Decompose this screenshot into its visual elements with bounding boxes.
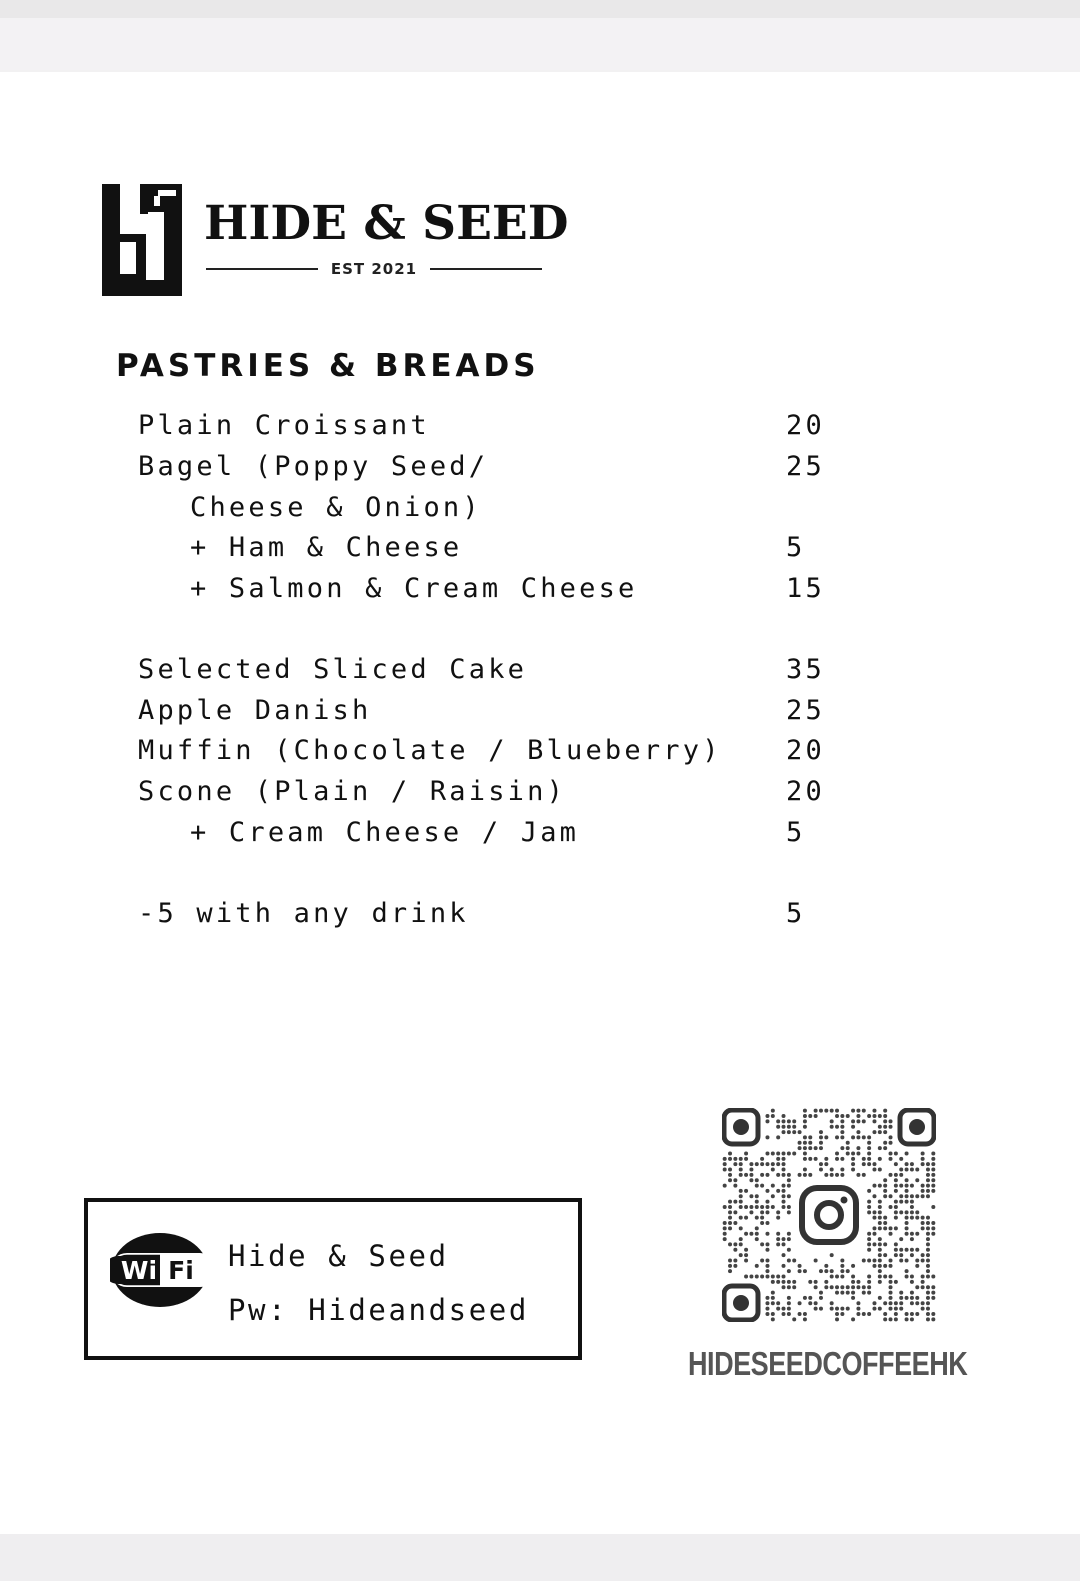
top-band (0, 18, 1080, 70)
brand-rule-left (206, 268, 318, 270)
menu-item-row (0, 731, 1080, 771)
menu-item-row (0, 406, 1080, 446)
instagram-handle[interactable]: HIDESEEDCOFFEEHK (688, 1345, 968, 1382)
menu-item-price: 20 (786, 410, 825, 441)
menu-item-price: 15 (786, 573, 825, 604)
brand-name: HIDE & SEED (204, 196, 569, 251)
menu-item-name: -5 with any drink (138, 898, 469, 929)
menu-item-name: Bagel (Poppy Seed/ (138, 451, 489, 482)
menu-item-row (0, 691, 1080, 731)
top-strip (0, 0, 1080, 18)
brand-logo-icon (102, 184, 182, 296)
menu-item-name: Cheese & Onion) (190, 492, 482, 523)
wifi-password: Pw: Hideandseed (228, 1293, 529, 1327)
menu-item-price: 5 (786, 817, 806, 848)
menu-item-row (0, 813, 1080, 853)
menu-item-name: Muffin (Chocolate / Blueberry) (138, 735, 722, 766)
menu-item-name: Scone (Plain / Raisin) (138, 776, 567, 807)
wifi-logo-icon (110, 1232, 212, 1308)
wifi-badge-left: Wi (120, 1256, 158, 1285)
menu-item-row (0, 894, 1080, 934)
menu-item-price: 20 (786, 776, 825, 807)
menu-item-name: + Salmon & Cream Cheese (190, 573, 638, 604)
brand-established: EST 2021 (330, 260, 418, 278)
menu-item-price: 35 (786, 654, 825, 685)
menu-item-name: Apple Danish (138, 695, 372, 726)
instagram-icon (794, 1180, 864, 1250)
menu-item-name: + Cream Cheese / Jam (190, 817, 580, 848)
menu-item-row (0, 528, 1080, 568)
menu-item-name: Plain Croissant (138, 410, 430, 441)
menu-item-price: 25 (786, 451, 825, 482)
bottom-strip (0, 1534, 1080, 1581)
menu-item-price: 5 (786, 532, 806, 563)
instagram-qr-code[interactable] (722, 1108, 936, 1322)
menu-item-price: 20 (786, 735, 825, 766)
menu-item-name: + Ham & Cheese (190, 532, 463, 563)
menu-item-row (0, 447, 1080, 487)
menu-item-row (0, 772, 1080, 812)
menu-item-price: 5 (786, 898, 806, 929)
menu-item-row (0, 569, 1080, 609)
menu-item-name: Selected Sliced Cake (138, 654, 528, 685)
brand-rule-right (430, 268, 542, 270)
wifi-badge-right: Fi (168, 1256, 194, 1285)
menu-item-row (0, 488, 1080, 528)
menu-item-row (0, 650, 1080, 690)
menu-item-price: 25 (786, 695, 825, 726)
section-title: PASTRIES & BREADS (116, 348, 540, 384)
wifi-network-name: Hide & Seed (228, 1239, 449, 1273)
